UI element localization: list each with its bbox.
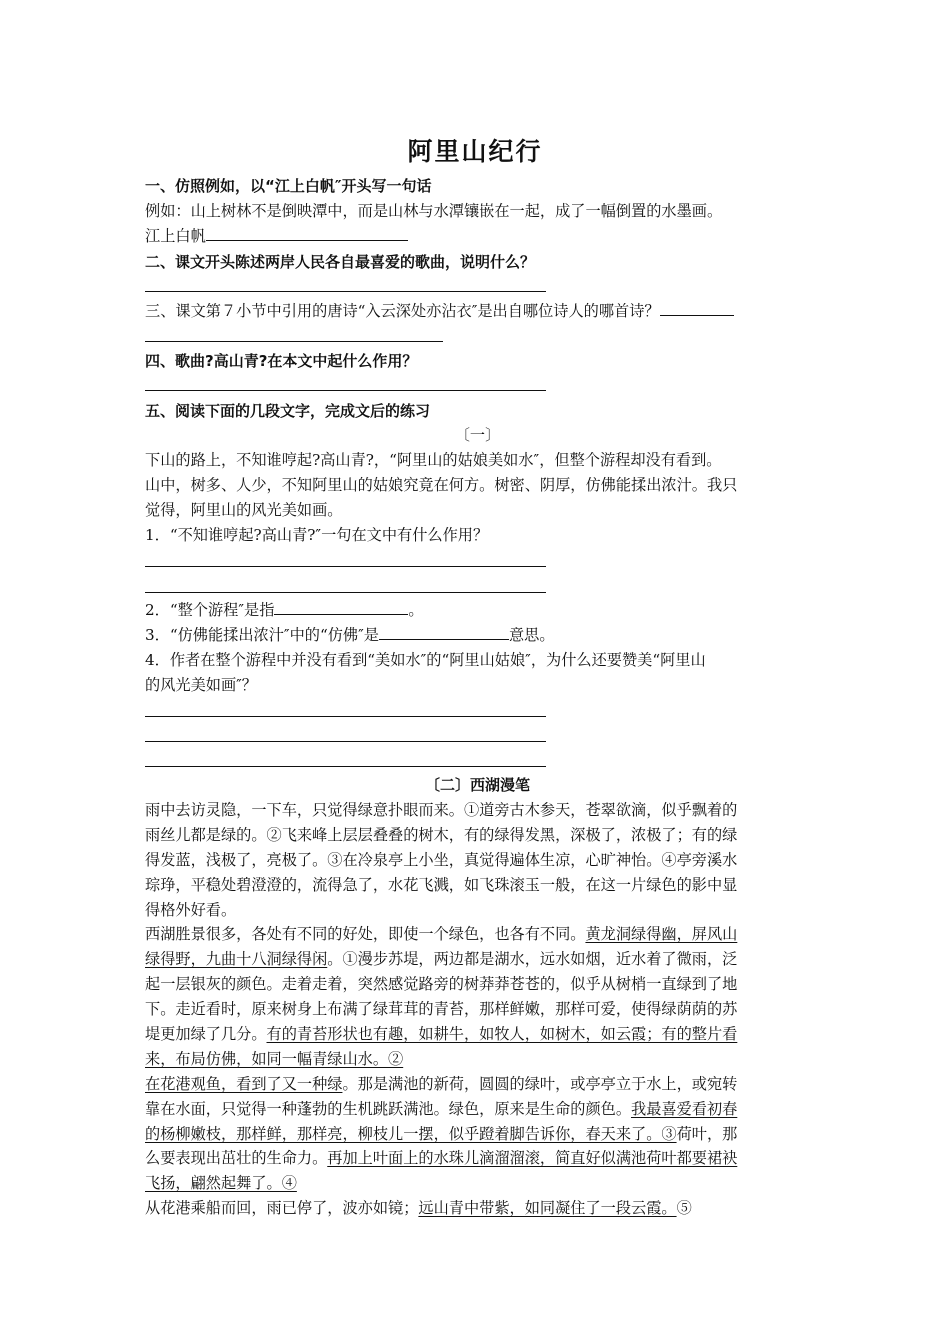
text-run: ⑤ — [676, 1199, 692, 1217]
passage2-line: 得发蓝，浅极了，亮极了。③在冷泉亭上小坐，真觉得遍体生凉，心旷神怡。④亭旁溪水 — [145, 851, 738, 869]
s4-answer-rule[interactable] — [145, 766, 546, 767]
text-run: 从花港乘船而回，雨已停了，波亦如镜； — [145, 1199, 419, 1217]
q1-blank[interactable] — [206, 224, 408, 241]
s4-answer-rule[interactable] — [145, 741, 546, 742]
passage1-line: 觉得，阿里山的风光美如画。 — [145, 501, 343, 519]
part1-label: 〔一〕 — [454, 426, 501, 444]
underlined-text: 再加上叶面上的水珠儿滴溜溜滚，简直好似满池荷叶都要裙袂 — [327, 1149, 738, 1167]
page-title: 阿里山纪行 — [407, 137, 543, 166]
passage1-line: 下山的路上，不知谁哼起?高山青?，“阿里山的姑娘美如水″，但整个游程却没有看到。 — [145, 451, 722, 469]
q3-line — [145, 299, 810, 323]
underlined-text: 飞扬，翩然起舞了。④ — [145, 1174, 297, 1192]
underlined-text: 来，布局仿佛，如同一幅青绿山水。② — [145, 1050, 404, 1068]
passage2-line — [145, 1022, 810, 1046]
q5-heading: 五、阅读下面的几段文字，完成文后的练习 — [145, 402, 431, 420]
underlined-text: 在花港观鱼，看到了又一种绿 — [145, 1075, 343, 1093]
s3-end: 意思。 — [508, 626, 555, 644]
subquestion-4-cont: 的风光美如画″？ — [145, 676, 257, 694]
passage2-line: 得格外好看。 — [145, 901, 237, 919]
passage2-line — [145, 1146, 810, 1170]
passage2-line — [145, 947, 810, 971]
passage2-line — [145, 922, 810, 946]
q1-example: 例如：山上树林不是倒映潭中，而是山林与水潭镶嵌在一起，成了一幅倒置的水墨画。 — [145, 202, 723, 220]
passage2-line — [145, 1072, 810, 1096]
underlined-text: 黄龙洞绿得幽，屏风山 — [585, 925, 738, 943]
passage2-line — [145, 1196, 810, 1220]
passage2-line: 起一层银灰的颜色。走着走着，突然感觉路旁的树莽莽苍苍的，似乎从树梢一直绿到了地 — [145, 975, 738, 993]
passage2-line — [145, 1097, 810, 1121]
passage2-line — [145, 1122, 810, 1146]
passage2-line: 雨中去访灵隐，一下车，只觉得绿意扑眼而来。①道旁古木参天，苍翠欲滴，似乎飘着的 — [145, 801, 738, 819]
s3-text: 3．“仿佛能揉出浓汁″中的“仿佛″是 — [145, 626, 379, 644]
s2-blank[interactable] — [274, 598, 408, 615]
q1-answer-line — [145, 224, 810, 248]
q1-prompt: 江上白帆 — [145, 227, 206, 245]
s2-text: 2．“整个游程″是指 — [145, 601, 275, 619]
subquestion-3 — [145, 623, 810, 647]
passage2-line: 雨丝儿都是绿的。②飞来峰上层层叠叠的树木，有的绿得发黑，深极了，浓极了；有的绿 — [145, 826, 738, 844]
passage1-line: 山中，树多、人少，不知阿里山的姑娘究竟在何方。树密、阴厚，仿佛能揉出浓汁。我只 — [145, 476, 738, 494]
subquestion-4: 4．作者在整个游程中并没有看到“美如水″的“阿里山姑娘″，为什么还要赞美“阿里山 — [145, 651, 706, 669]
text-run: 。那是满池的新荷，圆圆的绿叶，或亭亭立于水上，或宛转 — [342, 1075, 738, 1093]
q3-blank[interactable] — [660, 299, 734, 316]
underlined-text: 绿得野，九曲十八洞绿得闲 — [145, 950, 328, 968]
text-run: 么要表现出茁壮的生命力。 — [145, 1149, 328, 1167]
s3-blank[interactable] — [379, 623, 509, 640]
subquestion-2 — [145, 598, 810, 622]
q3-text: 三、课文第７小节中引用的唐诗“入云深处亦沾衣″是出自哪位诗人的哪首诗？ — [145, 302, 660, 320]
q2-answer-rule[interactable] — [145, 291, 546, 292]
underlined-text: 有的青苔形状也有趣，如耕牛，如牧人，如树木，如云霞；有的整片看 — [266, 1025, 738, 1043]
text-run: 堤更加绿了几分。 — [145, 1025, 267, 1043]
text-run: 。①漫步苏堤，两边都是湖水，远水如烟，近水着了微雨，泛 — [327, 950, 738, 968]
underlined-text: 远山青中带紫，如同凝住了一段云霞。 — [418, 1199, 677, 1217]
s1-answer-rule[interactable] — [145, 566, 546, 567]
underlined-text: 我最喜爱看初春 — [631, 1100, 738, 1118]
subquestion-1: 1．“不知谁哼起?高山青?″一句在文中有什么作用？ — [145, 526, 489, 544]
part2-label: 〔二〕西湖漫笔 — [424, 776, 530, 794]
q4-heading: 四、歌曲?高山青?在本文中起什么作用？ — [145, 352, 418, 370]
passage2-line: 下。走近看时，原来树身上布满了绿茸茸的青苔，那样鲜嫩，那样可爱，使得绿荫荫的苏 — [145, 1000, 738, 1018]
q2-heading: 二、课文开头陈述两岸人民各自最喜爱的歌曲，说明什么？ — [145, 253, 536, 271]
q1-heading: 一、仿照例如，以“江上白帆″开头写一句话 — [145, 177, 432, 195]
q3-answer-rule[interactable] — [145, 341, 443, 342]
passage2-line — [145, 1171, 810, 1195]
passage2-line: 琮琤，平稳处碧澄澄的，流得急了，水花飞溅，如飞珠滚玉一般，在这一片绿色的影中显 — [145, 876, 738, 894]
underlined-text: 的杨柳嫩枝，那样鲜，那样亮，柳枝儿一摆，似乎蹬着脚告诉你，春天来了。③ — [145, 1125, 677, 1143]
s2-end: 。 — [408, 601, 424, 619]
s4-answer-rule[interactable] — [145, 716, 546, 717]
q4-answer-rule[interactable] — [145, 390, 546, 391]
text-run: 荷叶，那 — [676, 1125, 738, 1143]
text-run: 西湖胜景很多，各处有不同的好处，即使一个绿色，也各有不同。 — [145, 925, 586, 943]
passage2-line — [145, 1047, 810, 1071]
text-run: 靠在水面，只觉得一种蓬勃的生机跳跃满池。绿色，原来是生命的颜色。 — [145, 1100, 631, 1118]
s1-answer-rule[interactable] — [145, 592, 546, 593]
